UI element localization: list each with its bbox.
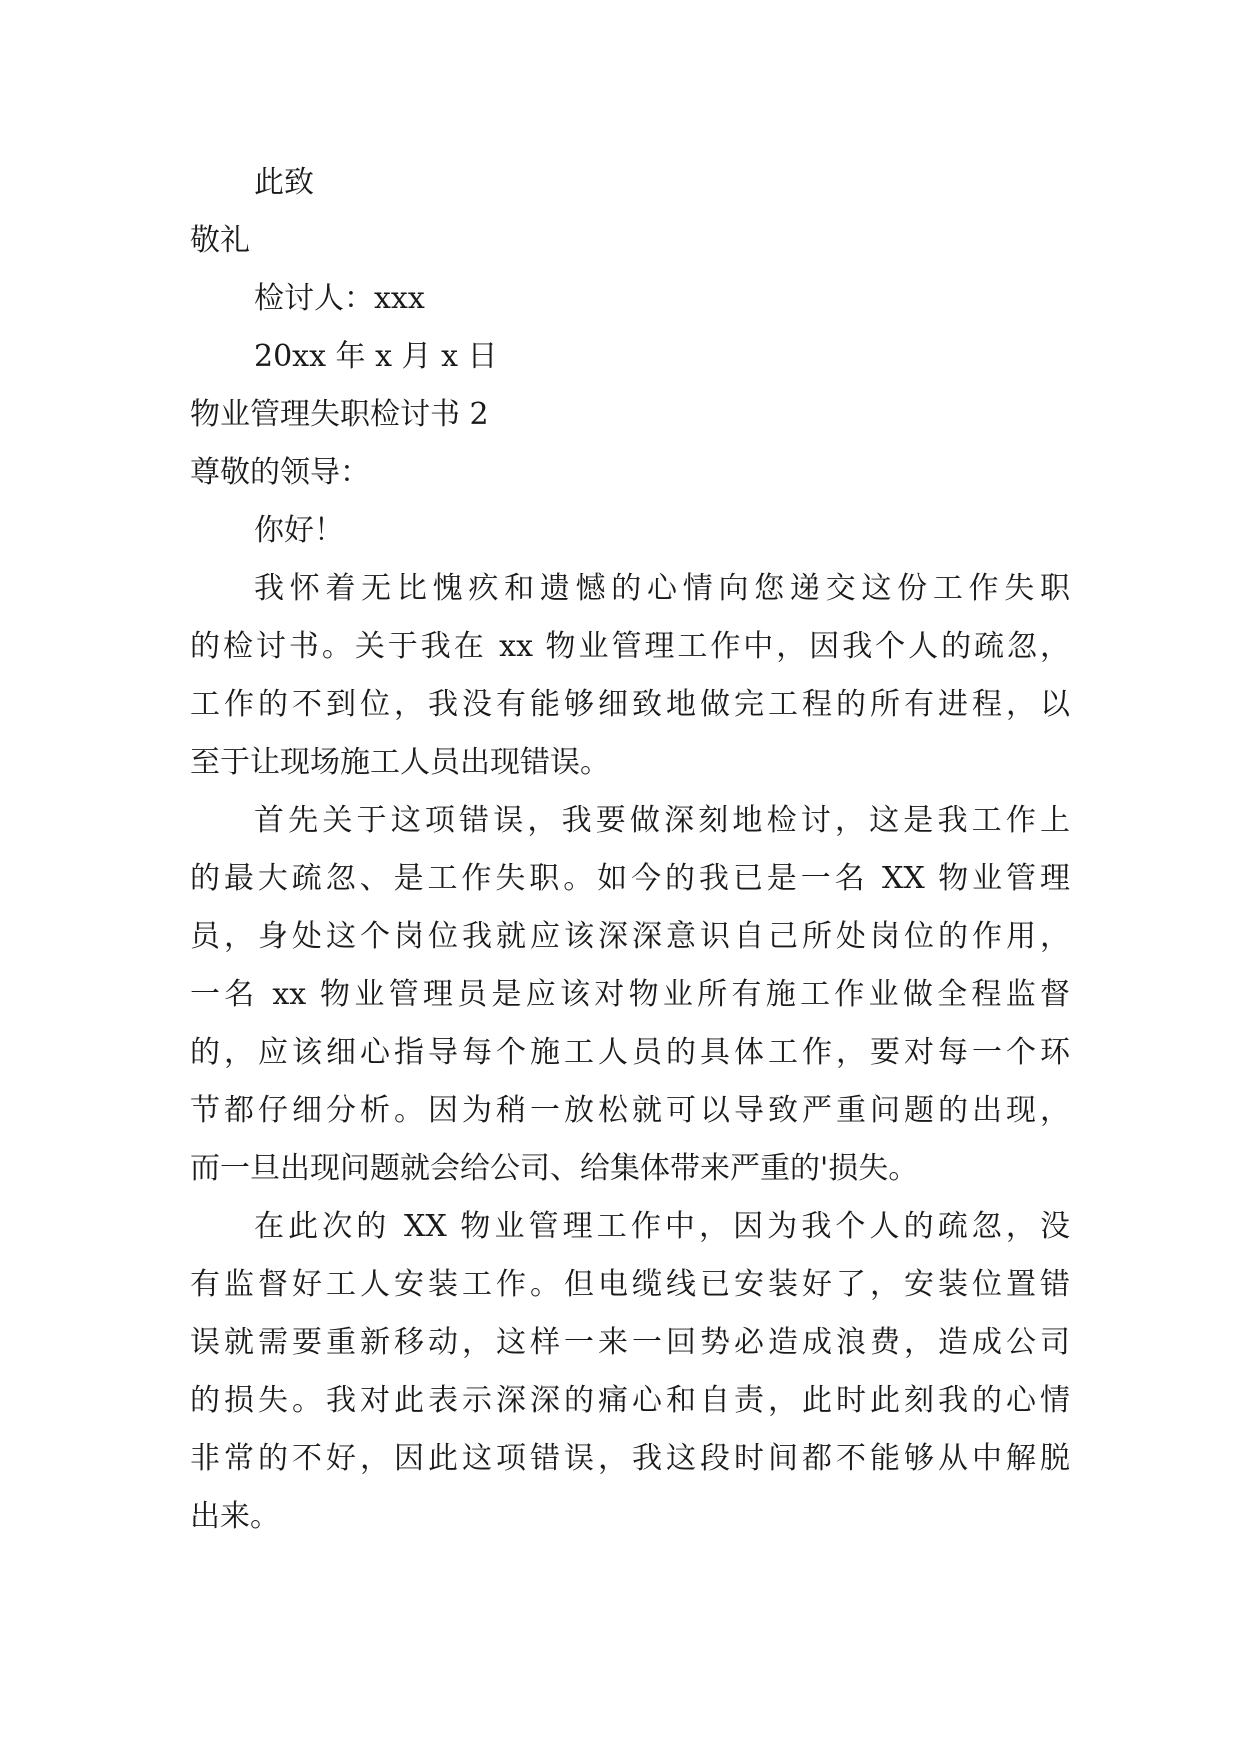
paragraph-line: 节都仔细分析。因为稍一放松就可以导致严重问题的出现， <box>190 1093 1070 1128</box>
paragraph-line: 在此次的 XX 物业管理工作中，因为我个人的疏忽，没 <box>254 1209 1070 1244</box>
paragraph-line: 一名 xx 物业管理员是应该对物业所有施工作业做全程监督 <box>190 977 1070 1012</box>
paragraph-line: 工作的不到位，我没有能够细致地做完工程的所有进程，以 <box>190 687 1070 722</box>
paragraph-line: 出来。 <box>190 1499 280 1534</box>
document-page <box>190 154 1070 1546</box>
paragraph-line: 误就需要重新移动，这样一来一回势必造成浪费，造成公司 <box>190 1325 1070 1360</box>
closing-salutation: 此致 <box>254 165 314 200</box>
closing-regards: 敬礼 <box>190 223 250 258</box>
paragraph-1 <box>190 560 1070 792</box>
letter-title: 物业管理失职检讨书 2 <box>190 397 489 432</box>
paragraph-2 <box>190 792 1070 1198</box>
paragraph-line: 的检讨书。关于我在 xx 物业管理工作中，因我个人的疏忽， <box>190 629 1070 664</box>
signer: 检讨人：xxx <box>254 281 425 316</box>
paragraph-line: 我怀着无比愧疚和遗憾的心情向您递交这份工作失职 <box>254 571 1070 606</box>
paragraph-line: 的损失。我对此表示深深的痛心和自责，此时此刻我的心情 <box>190 1383 1070 1418</box>
paragraph-line: 首先关于这项错误，我要做深刻地检讨，这是我工作上 <box>254 803 1070 838</box>
paragraph-line: 有监督好工人安装工作。但电缆线已安装好了，安装位置错 <box>190 1267 1070 1302</box>
paragraph-3 <box>190 1198 1070 1546</box>
letter-hello: 你好！ <box>254 513 344 548</box>
paragraph-line: 的最大疏忽、是工作失职。如今的我已是一名 XX 物业管理 <box>190 861 1070 896</box>
signature-date: 20xx 年 x 月 x 日 <box>254 339 498 374</box>
letter-greeting: 尊敬的领导： <box>190 455 370 490</box>
paragraph-line: 员，身处这个岗位我就应该深深意识自己所处岗位的作用， <box>190 919 1070 954</box>
paragraph-line: 非常的不好，因此这项错误，我这段时间都不能够从中解脱 <box>190 1441 1070 1476</box>
paragraph-line: 至于让现场施工人员出现错误。 <box>190 745 610 780</box>
paragraph-line: 的，应该细心指导每个施工人员的具体工作，要对每一个环 <box>190 1035 1070 1070</box>
paragraph-line: 而一旦出现问题就会给公司、给集体带来严重的'损失。 <box>190 1151 919 1186</box>
